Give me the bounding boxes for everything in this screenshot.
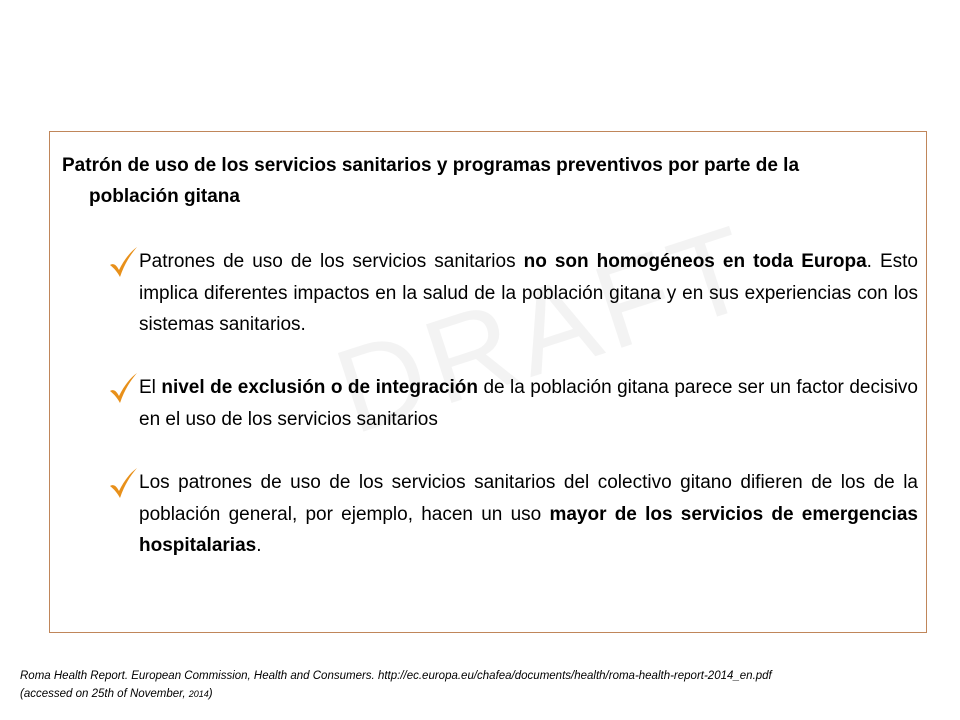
bullet-2-emphasis: nivel de exclusión o de integración [161,377,478,398]
bullet-3-emphasis: mayor de los servicios de emergencias hospitalarias [139,503,918,556]
bullet-1-text-b: . Esto implica diferentes impactos en la salud de la población gitana y en sus experiencias con los sistemas sanitarios. [139,251,918,335]
bullet-text-3 [139,467,918,562]
slide-heading [62,150,917,212]
heading-line-1: Patrón de uso de los servicios sanitarios y programas preventivos por parte de la [62,155,800,176]
heading-line-2: población gitana [89,186,240,207]
bullet-text-2 [139,372,918,435]
bullet-2-text-b: de la población gitana parece ser un factor decisivo en el uso de los servicios sanitarios [139,377,918,430]
checkmark-icon [108,372,138,404]
bullet-item-1 [108,246,918,341]
bullet-1-emphasis: no son homogéneos en toda Europa [523,251,867,272]
footnote-accessed-text: (accessed on 25th of November, [20,688,189,700]
checkmark-icon [108,467,138,499]
footnote-line-2 [20,685,940,703]
checkmark-icon [108,246,138,278]
bullet-text-1 [139,246,918,341]
bullet-3-text-a: Los patrones de uso de los servicios sanitarios del colectivo gitano difieren de los de la población general, por ejemplo, hacen un uso [139,472,918,525]
footnote-line-1: Roma Health Report. European Commission, Health and Consumers. http://ec.europa.eu/chafea/documents/health/roma-health-report-2014_en.pdf [20,670,772,682]
bullet-item-2 [108,372,918,435]
bullet-3-text-b: . [256,535,262,556]
footnote-close-paren: ) [208,688,213,700]
bullet-item-3 [108,467,918,562]
bullet-1-text-a: Patrones de uso de los servicios sanitarios [139,251,524,272]
source-footnote [20,667,940,703]
footnote-year: 2014 [188,689,209,699]
bullet-2-text-a: El [139,377,162,398]
